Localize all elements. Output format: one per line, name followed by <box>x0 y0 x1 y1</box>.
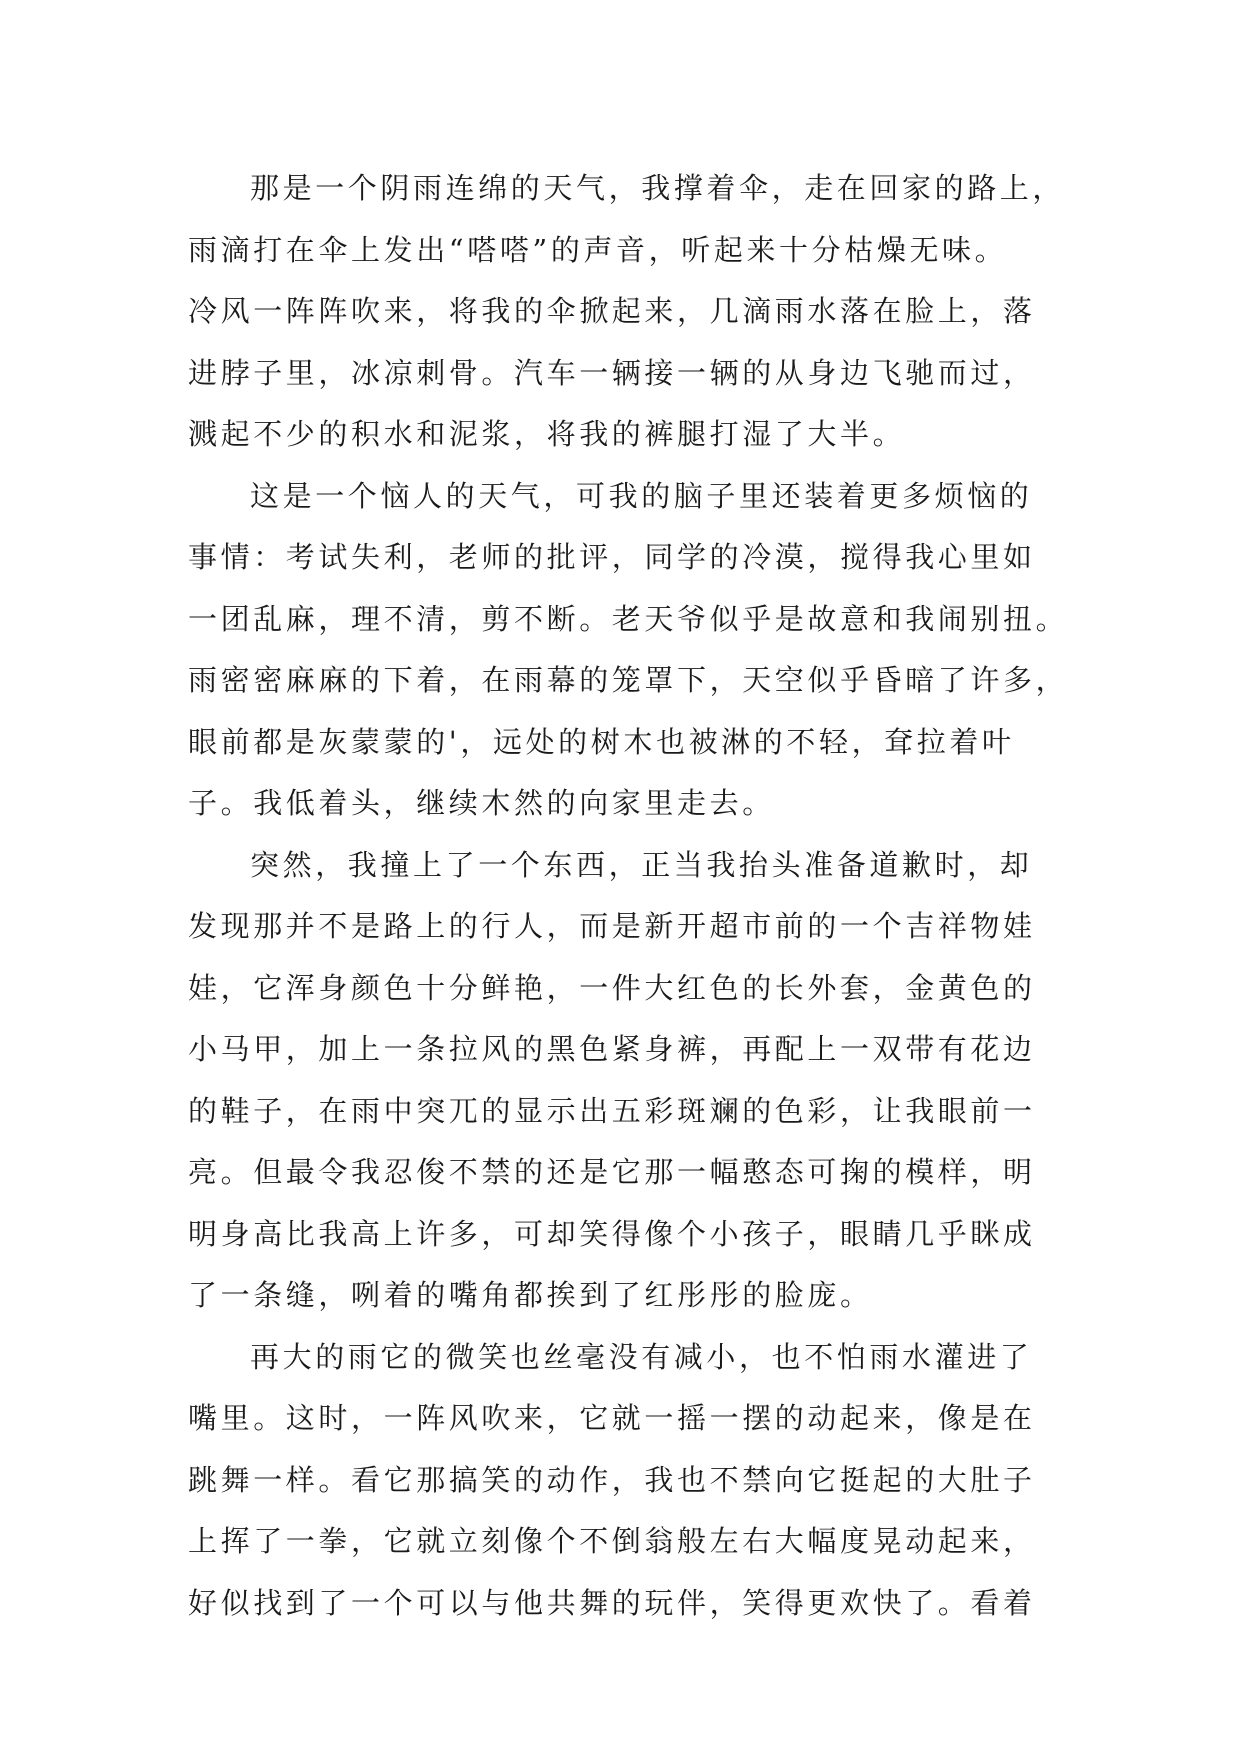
text-line: 亮。但最令我忍俊不禁的还是它那一幅憨态可掬的模样，明 <box>188 1155 1036 1189</box>
text-line: 跳舞一样。看它那搞笑的动作，我也不禁向它挺起的大肚子 <box>188 1462 1036 1497</box>
text-line: 子。我低着头，继续木然的向家里走去。 <box>188 786 775 820</box>
text-line: 这是一个恼人的天气，可我的脑子里还装着更多烦恼的 <box>250 478 1033 513</box>
text-line: 娃，它浑身颜色十分鲜艳，一件大红色的长外套，金黄色的 <box>188 970 1036 1005</box>
paragraph-4 <box>188 1327 1073 1635</box>
text-line: 雨密密麻麻的下着，在雨幕的笼罩下，天空似乎昏暗了许多， <box>188 663 1069 697</box>
text-line: 事情：考试失利，老师的批评，同学的冷漠，搅得我心里如 <box>188 540 1036 574</box>
text-line: 好似找到了一个可以与他共舞的玩伴，笑得更欢快了。看着 <box>188 1585 1036 1620</box>
text-line: 再大的雨它的微笑也丝毫没有减小，也不怕雨水灌进了 <box>250 1339 1033 1374</box>
text-line: 突然，我撞上了一个东西，正当我抬头准备道歉时，却 <box>250 847 1033 882</box>
text-line: 眼前都是灰蒙蒙的'，远处的树木也被淋的不轻，耷拉着叶 <box>188 724 1015 759</box>
paragraph-1 <box>188 158 1073 466</box>
text-line: 明身高比我高上许多，可却笑得像个小孩子，眼睛几乎眯成 <box>188 1216 1036 1251</box>
text-line: 的鞋子，在雨中突兀的显示出五彩斑斓的色彩，让我眼前一 <box>188 1093 1036 1128</box>
text-line: 小马甲，加上一条拉风的黑色紧身裤，再配上一双带有花边 <box>188 1032 1036 1066</box>
text-line: 一团乱麻，理不清，剪不断。老天爷似乎是故意和我闹别扭。 <box>188 601 1069 636</box>
paragraph-3 <box>188 835 1073 1327</box>
text-line: 那是一个阴雨连绵的天气，我撑着伞，走在回家的路上， <box>250 171 1066 205</box>
text-line: 进脖子里，冰凉刺骨。汽车一辆接一辆的从身边飞驰而过， <box>188 355 1036 390</box>
paragraph-2 <box>188 466 1073 835</box>
text-line: 上挥了一拳，它就立刻像个不倒翁般左右大幅度晃动起来， <box>188 1524 1036 1558</box>
text-line: 雨滴打在伞上发出“嗒嗒”的声音，听起来十分枯燥无味。 <box>188 232 1008 267</box>
text-line: 嘴里。这时，一阵风吹来，它就一摇一摆的动起来，像是在 <box>188 1401 1036 1435</box>
text-line: 冷风一阵阵吹来，将我的伞掀起来，几滴雨水落在脸上，落 <box>188 294 1036 328</box>
essay-body <box>188 158 1073 1634</box>
text-line: 发现那并不是路上的行人，而是新开超市前的一个吉祥物娃 <box>188 909 1036 943</box>
text-line: 溅起不少的积水和泥浆，将我的裤腿打湿了大半。 <box>188 417 906 451</box>
text-line: 了一条缝，咧着的嘴角都挨到了红彤彤的脸庞。 <box>188 1278 873 1312</box>
